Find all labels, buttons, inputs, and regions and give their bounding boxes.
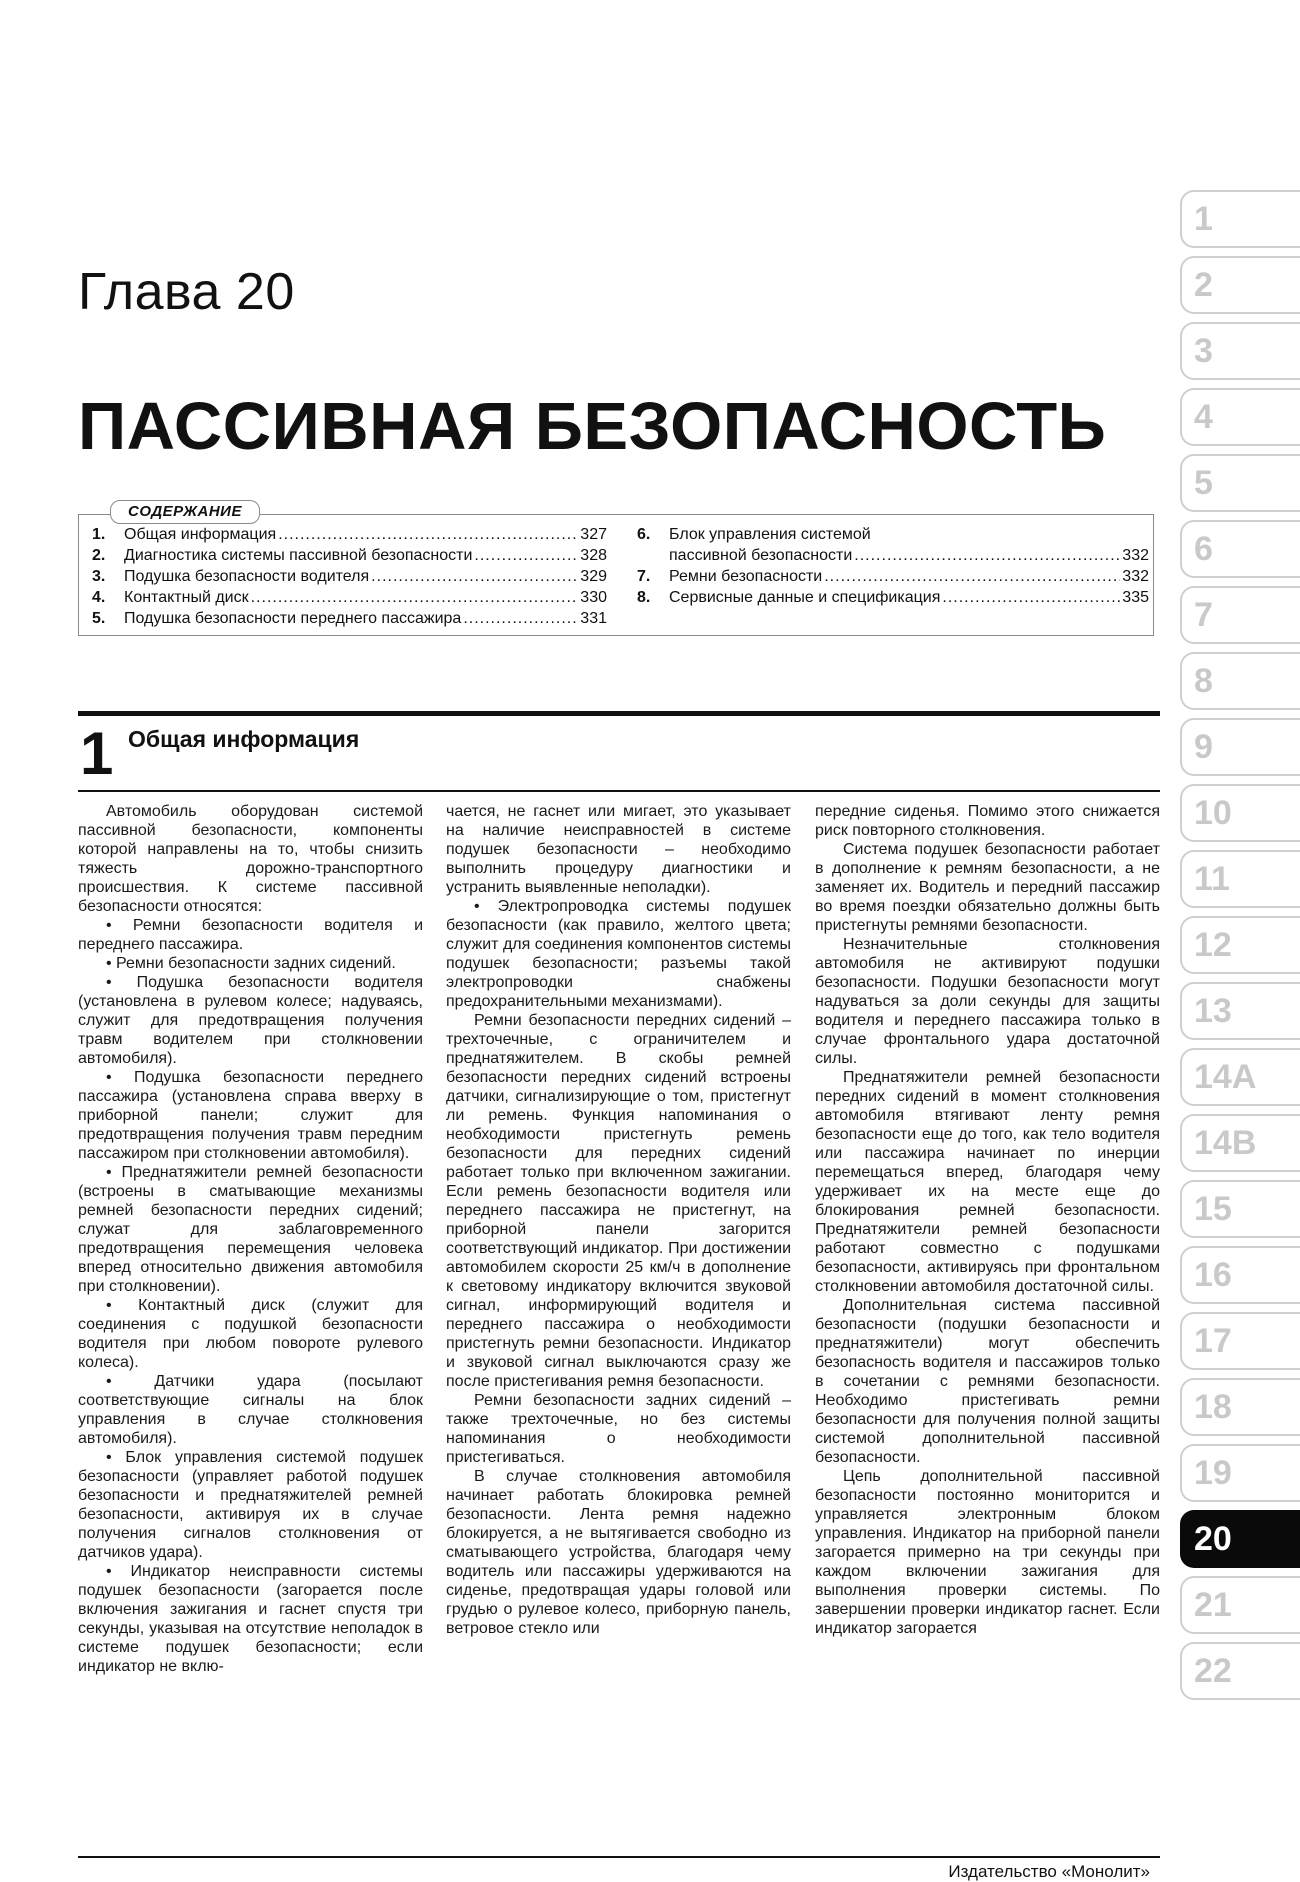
toc-heading: СОДЕРЖАНИЕ xyxy=(110,500,260,524)
toc-item-page: 332 xyxy=(1122,568,1149,585)
chapter-tab[interactable]: 15 xyxy=(1180,1180,1300,1238)
chapter-tab[interactable]: 13 xyxy=(1180,982,1300,1040)
paragraph: Ремни безопасности задних сидений – также трехточечные, но без системы напоминания о необходимости пристегиваться. xyxy=(446,1392,791,1466)
toc-item-page: 335 xyxy=(1122,589,1149,606)
toc-item-text: Общая информация xyxy=(124,526,277,543)
chapter-tab[interactable]: 18 xyxy=(1180,1378,1300,1436)
paragraph: В случае столкновения автомобиля начинает работать блокировка ремней безопасности. Лента ремня надежно блокируется, а не вытягивается свободно из сматывающего устройства, благодаря чему водитель или пассажиры удерживаются на сиденье, предотвращая удары головой или грудью о рулевое колесо, приборную панель, ветровое стекло или xyxy=(446,1468,791,1637)
section-number: 1 xyxy=(80,720,114,787)
toc-item-continuation[interactable] xyxy=(637,545,1149,566)
footer-publisher: Издательство «Монолит» xyxy=(948,1862,1150,1881)
toc-item-number: 3. xyxy=(92,568,106,585)
paragraph: • Преднатяжители ремней безопасности (встроены в сматывающие механизмы ремней безопасности передних сидений; служат для заблаговременного предотвращения перемещения человека вперед относительно движения автомобиля при столкновении). xyxy=(78,1164,423,1295)
toc-right-column xyxy=(637,524,1149,608)
toc-item-page: 328 xyxy=(580,547,607,564)
toc-item[interactable] xyxy=(637,587,1149,608)
toc-leader-dots xyxy=(824,566,1120,587)
toc-item-text: Подушка безопасности водителя xyxy=(124,568,370,585)
chapter-tab[interactable]: 5 xyxy=(1180,454,1300,512)
chapter-tab[interactable]: 22 xyxy=(1180,1642,1300,1700)
chapter-tab[interactable]: 10 xyxy=(1180,784,1300,842)
chapter-tab[interactable]: 2 xyxy=(1180,256,1300,314)
paragraph: передние сиденья. Помимо этого снижается риск повторного столкновения. xyxy=(815,803,1160,839)
toc-item[interactable] xyxy=(92,524,607,545)
chapter-tab[interactable]: 6 xyxy=(1180,520,1300,578)
toc-item[interactable] xyxy=(92,545,607,566)
paragraph: Цепь дополнительной пассивной безопасности постоянно мониторится и управляется электронным блоком управления. Индикатор на приборной панели загорается примерно на три секунды при каждом включении зажигания для выполнения проверки системы. По завершении проверки индикатор гаснет. Если индикатор загорается xyxy=(815,1468,1160,1637)
toc-leader-dots xyxy=(942,587,1120,608)
toc-item[interactable] xyxy=(92,608,607,629)
chapter-tab[interactable]: 8 xyxy=(1180,652,1300,710)
chapter-tab[interactable]: 21 xyxy=(1180,1576,1300,1634)
chapter-tab[interactable]: 16 xyxy=(1180,1246,1300,1304)
chapter-tab[interactable]: 4 xyxy=(1180,388,1300,446)
toc-item[interactable] xyxy=(637,566,1149,587)
chapter-tab[interactable]: 12 xyxy=(1180,916,1300,974)
toc-item-text: Сервисные данные и спецификация xyxy=(669,589,941,606)
toc-item-number: 5. xyxy=(92,610,106,627)
toc-left-column xyxy=(92,524,607,629)
paragraph: • Индикатор неисправности системы подушек безопасности (загорается после включения зажигания и гаснет спустя три секунды, указывая на отсутствие неполадок в системе подушек безопасности; если индикатор не вклю- xyxy=(78,1563,423,1675)
paragraph: Незначительные столкновения автомобиля не активируют подушки безопасности. Подушки безопасности могут надуваться за доли секунды для защиты водителя и переднего пассажира только в случае фронтального удара достаточной силы. xyxy=(815,936,1160,1067)
text-column-2 xyxy=(446,802,791,1820)
chapter-tab[interactable]: 20 xyxy=(1180,1510,1300,1568)
chapter-label: Глава 20 xyxy=(78,263,295,321)
toc-item-text: пассивной безопасности xyxy=(669,547,853,564)
paragraph: • Подушка безопасности переднего пассажира (установлена справа вверху в приборной панели; служит для предотвращения получения травм передним пассажиром при столкновении автомобиля). xyxy=(78,1069,423,1162)
toc-leader-dots xyxy=(278,524,578,545)
toc-leader-dots xyxy=(251,587,579,608)
paragraph: Преднатяжители ремней безопасности передних сидений в момент столкновения автомобиля втягивают ленту ремня безопасности еще до того, как тело водителя или пассажира начинает по инерции перемещаться вперед, благодаря чему удерживает их на месте еще до блокирования ремней безопасности. Преднатяжители ремней безопасности работают совместно с подушками безопасности, активируясь при фронтальном столкновении автомобиля достаточной силы. xyxy=(815,1069,1160,1295)
paragraph: Автомобиль оборудован системой пассивной безопасности, компоненты которой направлены на то, чтобы снизить тяжесть дорожно-транспортного происшествия. К системе пассивной безопасности относятся: xyxy=(78,803,423,915)
paragraph: Система подушек безопасности работает в дополнение к ремням безопасности, а не заменяет их. Водитель и передний пассажир во время поездки обязательно должны быть пристегнуты ремнями безопасности. xyxy=(815,841,1160,934)
toc-item-number: 7. xyxy=(637,568,651,585)
toc-leader-dots xyxy=(371,566,578,587)
paragraph: • Ремни безопасности задних сидений. xyxy=(106,955,396,972)
chapter-tab[interactable]: 14A xyxy=(1180,1048,1300,1106)
toc-item-text: Подушка безопасности переднего пассажира xyxy=(124,610,462,627)
paragraph: • Подушка безопасности водителя (установлена в рулевом колесе; надуваясь, служит для предотвращения получения травм водителем при столкновении автомобиля). xyxy=(78,974,423,1067)
toc-item-page: 331 xyxy=(580,610,607,627)
chapter-tab[interactable]: 3 xyxy=(1180,322,1300,380)
paragraph: Дополнительная система пассивной безопасности (подушки безопасности и преднатяжители) могут обеспечить безопасность водителя и пассажиров только в сочетании с ремнями безопасности. Необходимо пристегивать ремни безопасности для получения полной защиты системой дополнительной пассивной безопасности. xyxy=(815,1297,1160,1466)
chapter-tab[interactable]: 14B xyxy=(1180,1114,1300,1172)
chapter-title: ПАССИВНАЯ БЕЗОПАСНОСТЬ xyxy=(78,389,1107,464)
toc-item-text: Контактный диск xyxy=(124,589,249,606)
chapter-tab[interactable]: 9 xyxy=(1180,718,1300,776)
toc-item-text: Диагностика системы пассивной безопасности xyxy=(124,547,473,564)
paragraph: • Электропроводка системы подушек безопасности (как правило, желтого цвета; служит для соединения компонентов системы подушек безопасности; разъемы такой электропроводки снабжены предохранительными механизмами). xyxy=(446,898,791,1010)
text-column-1 xyxy=(78,802,423,1820)
toc-item-text: Ремни безопасности xyxy=(669,568,823,585)
toc-leader-dots xyxy=(474,545,578,566)
paragraph: • Датчики удара (посылают соответствующие сигналы на блок управления в случае столкновения автомобиля). xyxy=(78,1373,423,1447)
toc-item-page: 332 xyxy=(1122,547,1149,564)
toc-item-number: 4. xyxy=(92,589,106,606)
paragraph: • Ремни безопасности водителя и переднего пассажира. xyxy=(78,917,423,953)
chapter-tab[interactable]: 7 xyxy=(1180,586,1300,644)
toc-item-page: 329 xyxy=(580,568,607,585)
toc-item[interactable] xyxy=(92,566,607,587)
paragraph: • Блок управления системой подушек безопасности (управляет работой подушек безопасности и преднатяжителей ремней безопасности, активируя их в случае получения сигналов столкновения от датчиков удара). xyxy=(78,1449,423,1561)
toc-item[interactable] xyxy=(92,587,607,608)
section-rule-bottom xyxy=(78,790,1160,792)
toc-item-number: 6. xyxy=(637,526,651,543)
toc-item-page: 327 xyxy=(580,526,607,543)
chapter-tab[interactable]: 19 xyxy=(1180,1444,1300,1502)
section-title: Общая информация xyxy=(128,726,360,752)
chapter-tab[interactable]: 17 xyxy=(1180,1312,1300,1370)
section-rule-top xyxy=(78,711,1160,716)
footer-rule xyxy=(78,1856,1160,1858)
toc-item-page: 330 xyxy=(580,589,607,606)
paragraph: • Контактный диск (служит для соединения с подушкой безопасности водителя при любом повороте рулевого колеса). xyxy=(78,1297,423,1371)
toc-leader-dots xyxy=(463,608,578,629)
text-column-3 xyxy=(815,802,1160,1820)
chapter-tab[interactable]: 1 xyxy=(1180,190,1300,248)
toc-item-number: 8. xyxy=(637,589,651,606)
toc-item[interactable] xyxy=(637,524,1149,545)
toc-leader-dots xyxy=(854,545,1120,566)
toc-item-number: 1. xyxy=(92,526,106,543)
paragraph: Ремни безопасности передних сидений – трехточечные, с ограничителем и преднатяжителем. В скобы ремней безопасности передних сидений встроены датчики, сигнализирующие о том, пристегнут ли ремень. Функция напоминания о необходимости пристегнуть ремень безопасности для передних сидений работает только при включенном зажигании. Если ремень безопасности водителя или переднего пассажира не пристегнут, на приборной панели загорится соответствующий индикатор. При достижении автомобилем скорости 25 км/ч в дополнение к световому индикатору включится звуковой сигнал, информирующий водителя и переднего пассажира о необходимости пристегнуть ремни безопасности. Индикатор и звуковой сигнал выключаются сразу же после пристегивания ремня безопасности. xyxy=(446,1012,791,1390)
paragraph: чается, не гаснет или мигает, это указывает на наличие неисправностей в системе подушек безопасности – необходимо выполнить процедуру диагностики и устранить выявленные неполадки). xyxy=(446,803,791,896)
chapter-tab[interactable]: 11 xyxy=(1180,850,1300,908)
toc-item-number: 2. xyxy=(92,547,106,564)
toc-item-text: Блок управления системой xyxy=(669,526,871,543)
